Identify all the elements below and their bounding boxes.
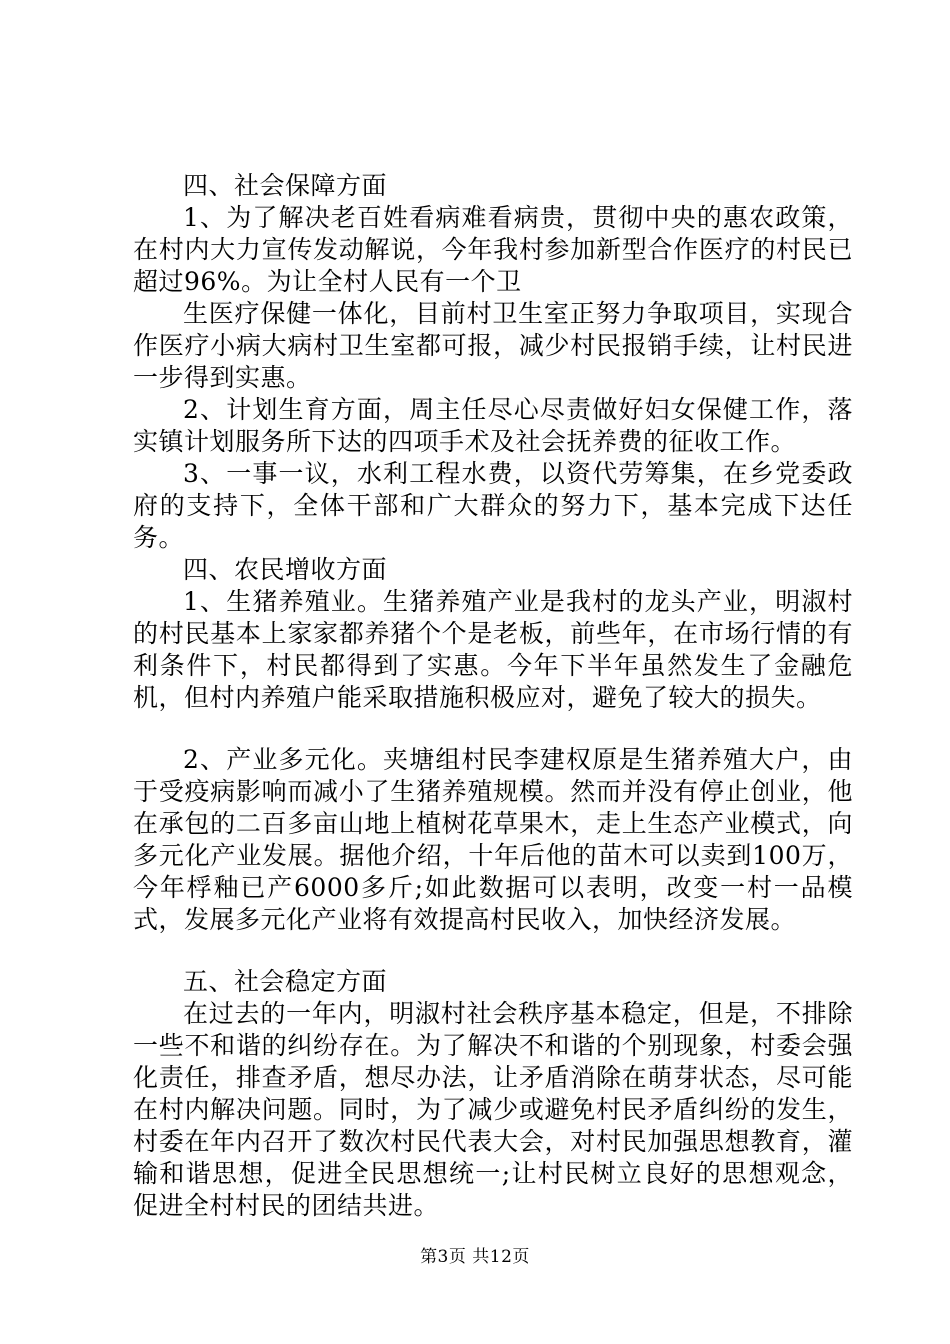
paragraph-family-planning: 2、计划生育方面，周主任尽心尽责做好妇女保健工作，落实镇计划服务所下达的四项手术及社会抚养费的征收工作。	[133, 395, 853, 456]
section-heading-farmer-income: 四、农民增收方面	[183, 555, 388, 584]
paragraph-pig-farming: 1、生猪养殖业。生猪养殖产业是我村的龙头产业，明淑村的村民基本上家家都养猪个个是老板，前些年，在市场行情的有利条件下，村民都得到了实惠。今年下半年虽然发生了金融危机，但村内养殖户能采取措施积极应对，避免了较大的损失。	[133, 587, 853, 712]
paragraph-social-stability: 在过去的一年内，明淑村社会秩序基本稳定，但是，不排除一些不和谐的纠纷存在。为了解决不和谐的个别现象，村委会强化责任，排查矛盾，想尽办法，让矛盾消除在萌芽状态，尽可能在村内解决问题。同时，为了减少或避免村民矛盾纠纷的发生，村委在年内召开了数次村民代表大会，对村民加强思想教育，灌输和谐思想，促进全民思想统一;让村民树立良好的思想观念，促进全村村民的团结共进。	[133, 999, 853, 1220]
page-number-footer: 第3页 共12页	[420, 1247, 530, 1267]
section-heading-social-stability: 五、社会稳定方面	[183, 967, 388, 996]
paragraph-medical-care: 生医疗保健一体化，目前村卫生室正努力争取项目，实现合作医疗小病大病村卫生室都可报，减少村民报销手续，让村民进一步得到实惠。	[133, 299, 853, 392]
document-body	[133, 170, 853, 1222]
section-heading-social-security: 四、社会保障方面	[183, 171, 388, 200]
paragraph-water-conservancy: 3、一事一议，水利工程水费，以资代劳筹集，在乡党委政府的支持下，全体干部和广大群众的努力下，基本完成下达任务。	[133, 459, 853, 552]
paragraph-diversification: 2、产业多元化。夹塘组村民李建权原是生猪养殖大户，由于受疫病影响而减小了生猪养殖规模。然而并没有停止创业，他在承包的二百多亩山地上植树花草果木，走上生态产业模式，向多元化产业发展。据他介绍，十年后他的苗木可以卖到100万，今年桴釉已产6000多斤;如此数据可以表明，改变一村一品模式，发展多元化产业将有效提高村民收入，加快经济发展。	[133, 745, 853, 934]
paragraph-medical-insurance: 1、为了解决老百姓看病难看病贵，贯彻中央的惠农政策，在村内大力宣传发动解说，今年我村参加新型合作医疗的村民已超过96%。为让全村人民有一个卫	[133, 203, 853, 296]
